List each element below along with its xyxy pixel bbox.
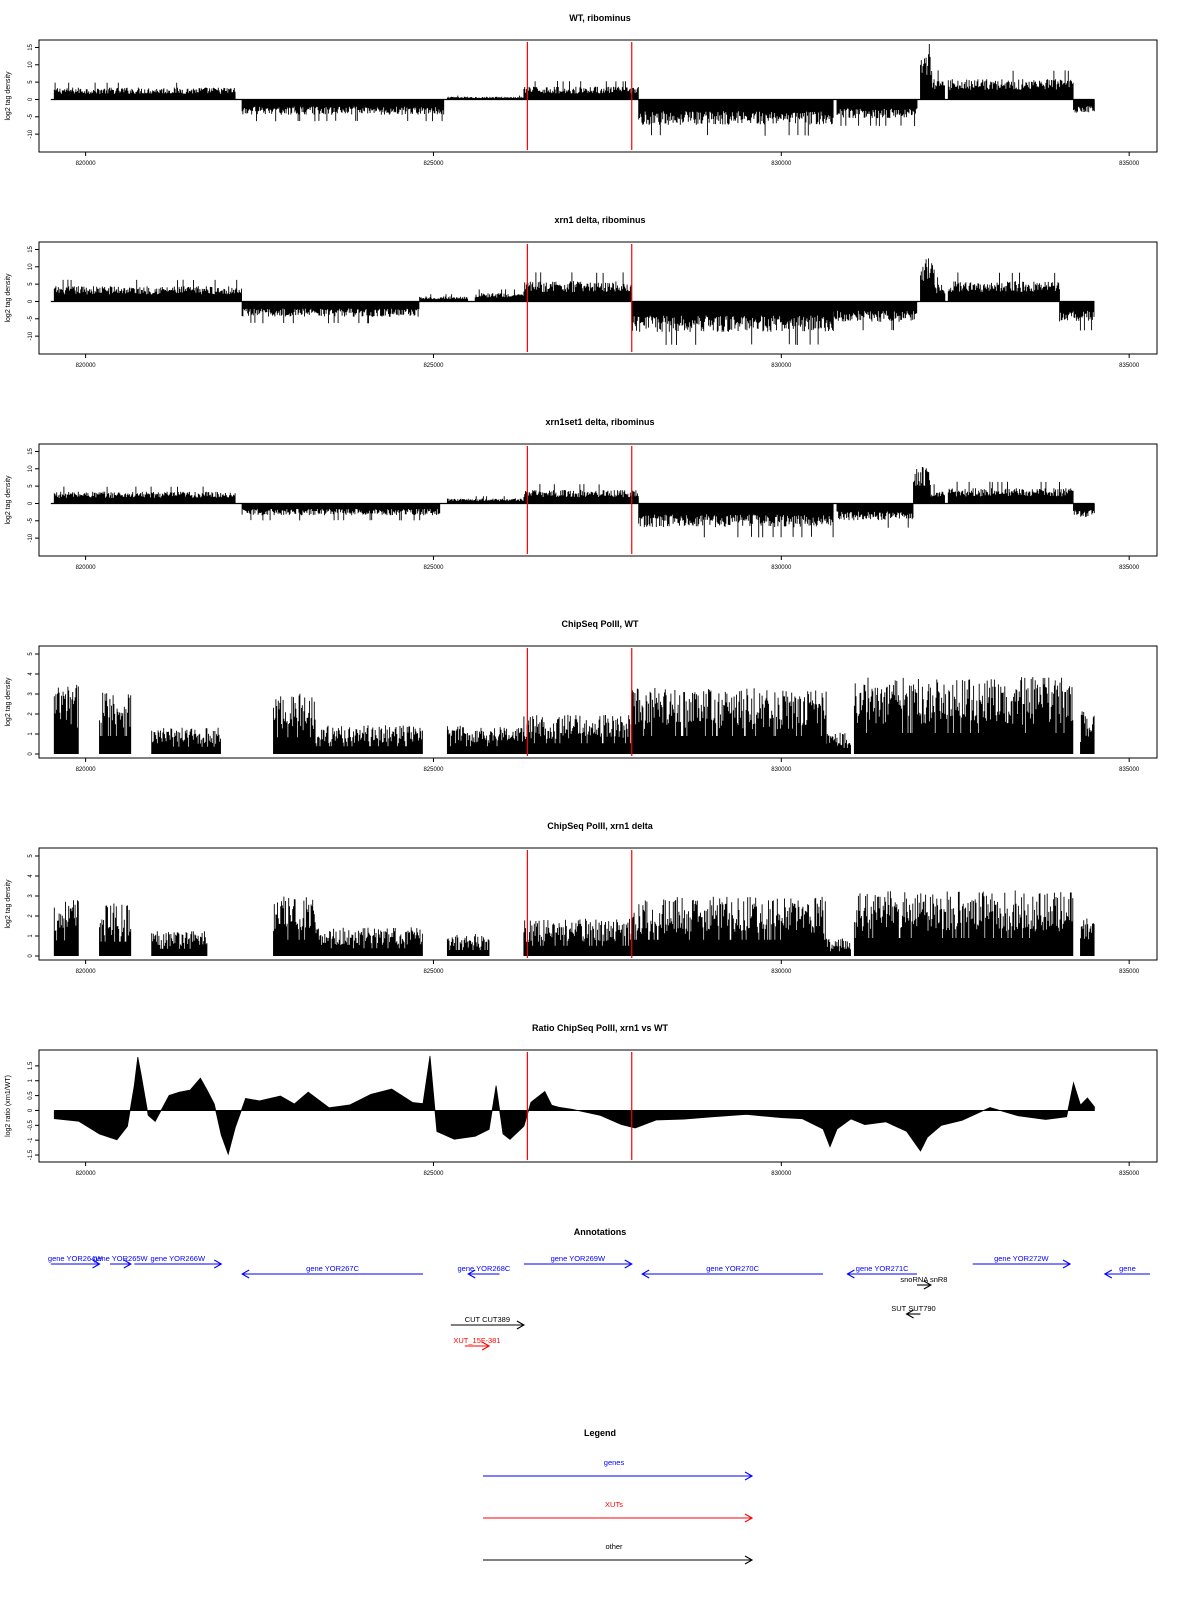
x-tick-label: 830000 [771,363,792,369]
signal-bars [100,904,131,957]
signal-segment [632,302,834,346]
signal-segment [931,70,945,99]
signal-bars [639,100,833,136]
signal-bars [827,939,851,957]
y-tick-label: 3 [28,692,34,696]
y-tick-label: 5 [28,854,34,858]
signal-segment [447,496,523,503]
signal-segment [54,900,78,956]
legend-title: Legend [583,1428,617,1438]
signal-segment [447,726,523,754]
y-axis-label: log2 tag density [5,677,12,727]
signal-segment [524,272,631,301]
signal-segment [447,934,489,956]
signal-segment [639,504,833,538]
signal-bars [914,467,931,504]
y-axis [5,652,39,756]
signal-segment [524,484,638,503]
signal-bars [242,302,419,324]
panel-ratio-xrn1-wt [5,1023,1157,1177]
signal-bars [447,934,489,956]
signal-bars [152,728,221,754]
y-tick-label: 15 [28,246,34,253]
annotation-label: gene YOR268C [457,1264,511,1273]
x-tick-label: 835000 [1119,1171,1140,1177]
x-tick-label: 820000 [75,565,96,571]
signal-segment [152,931,207,956]
signal-segment [948,70,1073,99]
annotation-label: gene YOR269W [550,1254,606,1263]
annotation-feature [451,1315,524,1329]
signal-bars [475,289,523,301]
signal-segment [242,504,440,521]
signal-segment [854,677,1072,754]
y-tick-label: 10 [28,465,34,473]
signal-segment [1081,919,1095,956]
annotation-feature [93,1254,148,1268]
signal-bars [315,927,422,956]
x-tick-label: 825000 [423,363,444,369]
signal-bars [639,504,833,538]
annotations-panel [48,1227,1150,1350]
annotation-feature [973,1254,1070,1268]
signal-segment [274,694,316,754]
signal-segment [632,897,826,956]
signal-bars [315,725,422,754]
signal-bars [524,919,631,956]
data-series [51,467,1095,537]
signal-segment [100,904,131,957]
signal-bars [1060,302,1094,331]
panel-chipseq-wt [5,619,1157,773]
y-tick-label: 0.5 [28,1091,34,1100]
signal-bars [948,482,1073,504]
annotation-label: gene YOR264W [47,1254,103,1263]
y-tick-label: 2 [28,712,34,716]
y-tick-label: 15 [28,44,34,51]
signal-segment [315,927,422,956]
panel-xrn1set1-ribominus [5,417,1157,571]
panel-title: ChipSeq PolII, WT [561,619,639,629]
panel-title: ChipSeq PolII, xrn1 delta [547,821,653,831]
legend-entries [483,1458,752,1564]
signal-bars [632,302,834,346]
annotation-feature [453,1336,500,1350]
signal-segment [54,487,235,504]
signal-bars [632,688,826,754]
signal-segment [1081,711,1095,754]
x-tick-label: 835000 [1119,767,1140,773]
data-series [54,891,1094,957]
signal-segment [827,939,851,957]
signal-bars [921,258,935,301]
signal-segment [934,277,944,301]
ratio-area [54,1056,1094,1154]
data-series [54,1056,1094,1154]
signal-bars [447,496,523,503]
signal-bars [834,302,917,331]
y-tick-label: 2 [28,914,34,918]
y-tick-label: 1 [28,732,34,736]
signal-segment [837,100,917,127]
annotation-feature [1105,1264,1150,1278]
annotation-label: gene YOR265W [93,1254,148,1263]
annotation-label: CUT CUT389 [464,1315,511,1324]
x-axis [76,556,1140,571]
signal-segment [632,688,826,754]
annotation-label: gene YOR270C [706,1264,760,1273]
signal-segment [524,715,631,754]
signal-segment [948,482,1073,504]
x-tick-label: 825000 [423,1171,444,1177]
signal-segment [948,273,1059,302]
signal-bars [100,693,131,754]
y-tick-label: 5 [28,282,34,286]
legend-label: other [605,1542,623,1551]
y-tick-label: -10 [28,129,34,139]
x-tick-label: 830000 [771,1171,792,1177]
y-tick-label: -1 [28,1137,34,1143]
y-tick-label: -0.5 [28,1120,34,1131]
y-axis-label: log2 tag density [5,273,12,323]
annotation-label: gene YOR267C [306,1264,360,1273]
signal-segment [54,685,78,754]
signal-bars [54,83,235,100]
x-tick-label: 820000 [75,767,96,773]
x-axis [76,1162,1140,1177]
y-tick-label: 3 [28,894,34,898]
y-tick-label: 1.5 [28,1061,34,1071]
legend-entry-other [483,1542,752,1564]
annotation-label: SUT SUT790 [891,1304,936,1313]
y-tick-label: 0 [28,97,34,102]
signal-bars [837,504,913,528]
signal-segment [1074,100,1095,113]
y-tick-label: -5 [28,114,34,120]
y-tick-label: 1 [28,1079,34,1083]
x-tick-label: 830000 [771,767,792,773]
signal-segment [827,733,851,754]
y-tick-label: 0 [28,954,34,958]
y-tick-label: 0 [28,501,34,506]
y-tick-label: 5 [28,484,34,488]
signal-bars [827,733,851,754]
data-series [51,258,1095,345]
signal-bars [242,100,444,122]
x-tick-label: 820000 [75,1171,96,1177]
signal-bars [1081,919,1095,956]
annotation-label: gene [1119,1264,1136,1273]
y-axis [5,43,39,138]
signal-bars [921,44,931,100]
y-tick-label: 4 [28,874,34,878]
x-tick-label: 830000 [771,161,792,167]
signal-bars [934,277,944,301]
y-tick-label: 5 [28,652,34,656]
x-tick-label: 835000 [1119,161,1140,167]
x-tick-label: 825000 [423,767,444,773]
signal-segment [1074,504,1095,517]
signal-bars [1074,100,1095,113]
signal-bars [274,694,316,754]
y-axis-label: log2 tag density [5,71,12,121]
x-axis [76,758,1140,773]
x-tick-label: 835000 [1119,565,1140,571]
signal-segment [242,100,444,122]
x-tick-label: 825000 [423,565,444,571]
x-tick-label: 820000 [75,161,96,167]
signal-segment [315,725,422,754]
signal-bars [1074,504,1095,517]
legend-label: XUTs [605,1500,623,1509]
signal-bars [632,897,826,956]
y-axis-label: log2 tag density [5,475,12,525]
signal-bars [447,726,523,754]
y-tick-label: 4 [28,672,34,676]
y-axis [5,245,39,340]
annotation-feature [900,1275,947,1289]
signal-bars [854,891,1072,957]
signal-segment [931,484,945,503]
annotation-features [48,1254,1150,1350]
signal-bars [524,715,631,754]
signal-bars [420,294,468,301]
annotation-feature [524,1254,632,1268]
annotation-feature [891,1304,935,1318]
signal-segment [420,294,468,301]
x-tick-label: 835000 [1119,969,1140,975]
annotation-label: gene YOR266W [150,1254,206,1263]
y-axis-label: log2 tag density [5,879,12,929]
x-axis [76,960,1140,975]
signal-segment [639,100,833,136]
panel-wt-ribominus [5,13,1157,167]
signal-bars [242,504,440,521]
x-tick-label: 830000 [771,565,792,571]
signal-segment [524,81,638,100]
signal-bars [152,931,207,956]
signal-bars [524,484,638,503]
y-tick-label: 0 [28,1108,34,1113]
panel-title: Ratio ChipSeq PolII, xrn1 vs WT [531,1023,669,1033]
annotations-title: Annotations [573,1227,627,1237]
signal-segment [854,891,1072,957]
y-axis [5,1061,39,1160]
y-tick-label: 0 [28,752,34,756]
legend-label: genes [603,1458,625,1467]
y-tick-label: -10 [28,331,34,341]
legend [483,1428,752,1564]
panel-title: xrn1 delta, ribominus [554,215,646,225]
signal-segment [100,693,131,754]
y-tick-label: 5 [28,80,34,84]
panel-title: WT, ribominus [569,13,631,23]
annotation-feature [642,1264,823,1278]
signal-bars [524,272,631,301]
x-axis [76,152,1140,167]
y-tick-label: 0 [28,299,34,304]
x-axis [76,354,1140,369]
legend-entry-XUTs [483,1500,752,1522]
chart-panels [5,13,1157,1177]
signal-bars [931,484,945,503]
signal-segment [921,44,931,100]
panel-title: xrn1set1 delta, ribominus [545,417,655,427]
signal-bars [54,280,241,302]
y-tick-label: -5 [28,518,34,524]
signal-segment [914,467,931,504]
x-tick-label: 820000 [75,969,96,975]
signal-bars [931,70,945,99]
signal-segment [837,504,913,528]
x-tick-label: 825000 [423,161,444,167]
signal-bars [524,81,638,100]
x-tick-label: 835000 [1119,363,1140,369]
signal-segment [524,919,631,956]
signal-bars [1081,711,1095,754]
signal-segment [242,302,419,324]
data-series [54,677,1094,754]
signal-bars [54,900,78,956]
signal-bars [854,677,1072,754]
annotation-feature [457,1264,510,1278]
x-tick-label: 820000 [75,363,96,369]
data-series [51,44,1095,136]
signal-segment [54,280,241,302]
y-axis-label: log2 ratio (xrn1/WT) [5,1075,12,1137]
signal-bars [948,273,1059,302]
signal-segment [274,897,316,956]
annotation-label: snoRNA snR8 [900,1275,948,1284]
legend-entry-genes [483,1458,752,1480]
y-axis [5,447,39,542]
signal-bars [948,70,1073,99]
y-tick-label: 10 [28,61,34,69]
annotation-label: gene YOR272W [994,1254,1049,1263]
signal-segment [834,302,917,331]
annotation-label: XUT_15F-381 [453,1336,501,1345]
signal-segment [475,289,523,301]
signal-segment [921,258,935,301]
signal-bars [274,897,316,956]
signal-segment [152,728,221,754]
y-tick-label: 15 [28,448,34,455]
annotation-label: gene YOR271C [855,1264,909,1273]
panel-chipseq-xrn1 [5,821,1157,975]
x-tick-label: 830000 [771,969,792,975]
y-tick-label: 10 [28,263,34,271]
signal-segment [1060,302,1094,331]
x-tick-label: 825000 [423,969,444,975]
signal-bars [54,487,235,504]
y-tick-label: -10 [28,533,34,543]
y-tick-label: -5 [28,316,34,322]
y-tick-label: 1 [28,934,34,938]
signal-bars [837,100,917,127]
y-tick-label: -1.5 [28,1149,34,1161]
y-axis [5,854,39,958]
panel-xrn1-ribominus [5,215,1157,369]
annotation-feature [242,1264,423,1278]
signal-segment [54,83,235,100]
signal-bars [54,685,78,754]
